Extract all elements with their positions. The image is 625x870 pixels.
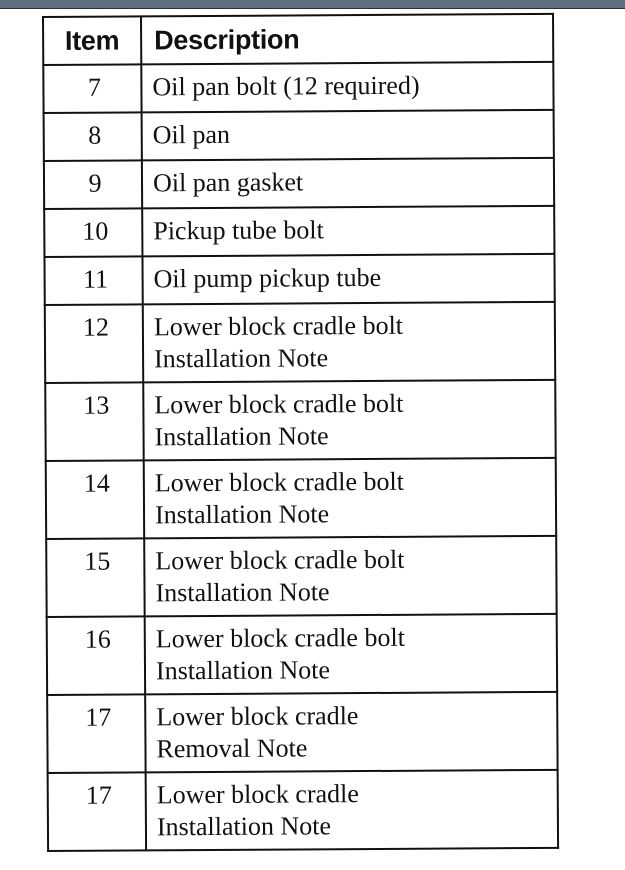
description-line: Oil pan <box>152 119 231 150</box>
header-description: Description <box>141 14 553 65</box>
description-note: Removal Note <box>156 733 308 764</box>
item-number: 12 <box>45 304 143 383</box>
description-line: Pickup tube bolt <box>153 215 324 246</box>
description-note: Installation Note <box>154 499 330 530</box>
item-number: 11 <box>44 256 142 305</box>
description-line: Lower block cradle <box>156 701 359 732</box>
table-row <box>47 614 557 695</box>
item-description <box>145 692 557 773</box>
description-note: Installation Note <box>154 343 329 374</box>
item-number: 10 <box>44 208 142 257</box>
item-description <box>143 302 555 383</box>
description-line: Lower block cradle bolt <box>155 544 405 576</box>
item-description <box>142 110 554 161</box>
item-description <box>146 770 558 851</box>
description-line: Lower block cradle bolt <box>153 310 404 342</box>
description-line: Lower block cradle bolt <box>154 466 405 498</box>
table-row <box>44 254 554 305</box>
item-description <box>142 206 554 257</box>
item-number: 13 <box>45 382 143 461</box>
description-line: Lower block cradle bolt <box>154 388 404 420</box>
parts-table-container <box>42 13 559 852</box>
table-row <box>45 302 555 383</box>
window-top-border <box>0 0 625 9</box>
table-row <box>47 692 557 773</box>
description-line: Oil pan bolt (12 required) <box>152 70 420 102</box>
item-description <box>142 254 554 305</box>
table-row <box>43 62 553 113</box>
table-row <box>44 110 554 161</box>
item-number: 17 <box>48 772 146 851</box>
table-row <box>48 770 558 851</box>
description-note: Installation Note <box>154 421 329 452</box>
item-description <box>143 380 555 461</box>
item-description <box>142 158 554 209</box>
description-line: Oil pump pickup tube <box>153 262 382 294</box>
description-line: Lower block cradle bolt <box>155 622 405 654</box>
parts-table <box>42 13 559 852</box>
description-line: Lower block cradle <box>156 779 359 810</box>
table-row <box>44 206 554 257</box>
item-description <box>141 62 553 113</box>
item-number: 14 <box>46 460 144 539</box>
table-row <box>45 380 555 461</box>
item-description <box>145 614 557 695</box>
header-item: Item <box>43 16 141 65</box>
item-number: 7 <box>43 64 141 113</box>
item-number: 15 <box>46 538 144 617</box>
table-row <box>46 536 556 617</box>
item-number: 17 <box>47 694 145 773</box>
table-row <box>46 458 556 539</box>
item-number: 9 <box>44 160 142 209</box>
table-row <box>44 158 554 209</box>
item-number: 16 <box>47 616 145 695</box>
item-description <box>144 458 556 539</box>
table-header-row <box>43 14 553 65</box>
description-note: Installation Note <box>156 811 332 842</box>
description-note: Installation Note <box>155 577 330 608</box>
item-number: 8 <box>44 112 142 161</box>
description-line: Oil pan gasket <box>152 167 304 198</box>
item-description <box>144 536 556 617</box>
description-note: Installation Note <box>155 655 331 686</box>
